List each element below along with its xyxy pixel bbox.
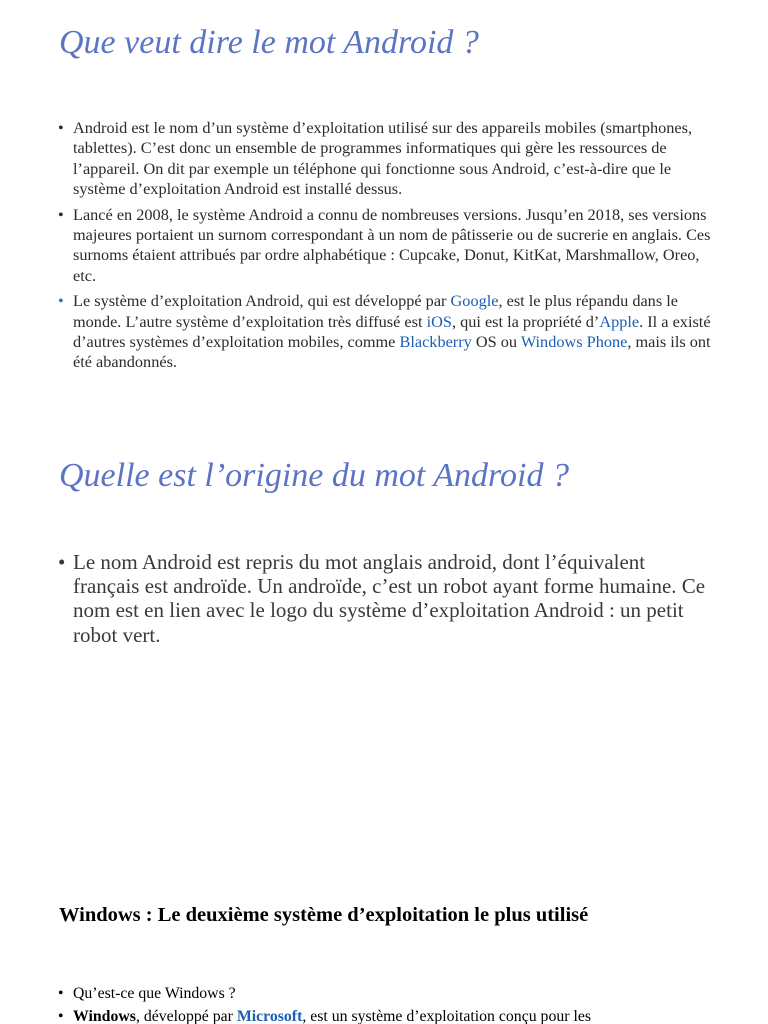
android-bullet-list xyxy=(56,118,716,378)
section-title-origin: Quelle est l’origine du mot Android ? xyxy=(59,457,569,494)
bullet-icon: • xyxy=(58,985,64,1002)
text-fragment: , est un système d’exploitation conçu pour les xyxy=(302,1007,592,1024)
windows-bold-term: Windows xyxy=(73,1007,136,1024)
origin-bullet-list xyxy=(56,550,716,647)
list-item xyxy=(56,118,716,200)
apple-link[interactable]: Apple xyxy=(599,311,640,331)
list-item xyxy=(56,984,716,1004)
text-fragment: OS ou xyxy=(471,332,521,352)
text-fragment: Le système d’exploitation Android, qui est développé par xyxy=(73,291,451,311)
windows-phone-link[interactable]: Windows Phone xyxy=(520,332,628,352)
google-link[interactable]: Google xyxy=(450,291,499,311)
section-heading-windows: Windows : Le deuxième système d’exploitation le plus utilisé xyxy=(59,904,589,926)
bullet-text: Le nom Android est repris du mot anglais android, dont l’équivalent français est androïde. Un androïde, c’est un robot ayant forme humaine. Ce nom est en lien avec le logo du système d’exploitation Android : un petit robot vert. xyxy=(73,550,706,647)
bullet-icon: • xyxy=(58,118,64,137)
list-item xyxy=(56,291,716,373)
bullet-icon: • xyxy=(58,291,64,311)
ios-link[interactable]: iOS xyxy=(426,311,452,331)
windows-bullet-list xyxy=(56,984,716,1024)
bullet-icon: • xyxy=(58,204,64,224)
list-item xyxy=(56,1007,716,1024)
bullet-text: Lancé en 2008, le système Android a connu de nombreuses versions. Jusqu’en 2018, ses versions majeures portaient un surnom correspondant à un nom de pâtisserie ou de sucrerie en anglais. Ces surnoms étaient attribués par ordre alphabétique : Cupcake, Donut, KitKat, Marshmallow, Oreo, etc. xyxy=(73,204,711,285)
bullet-text xyxy=(73,291,711,371)
bullet-icon: • xyxy=(58,550,66,574)
bullet-text: Android est le nom d’un système d’exploitation utilisé sur des appareils mobiles (smartphones, tablettes). C’est donc un ensemble de programmes informatiques qui gère les ressources de l’appareil. On dit par exemple un téléphone qui fonctionne sous Android, c’est-à-dire que le système d’exploitation Android est installé dessus. xyxy=(73,118,693,199)
text-fragment: . Il a existé d’autres systèmes d’exploitation mobiles, comme xyxy=(73,311,711,352)
text-fragment: , est le plus répandu dans le monde. L’autre système d’exploitation très diffusé est xyxy=(73,291,678,331)
list-item xyxy=(56,205,716,287)
bullet-text: Qu’est-ce que Windows ? xyxy=(73,985,236,1002)
bullet-text xyxy=(73,1008,591,1024)
text-fragment: , qui est la propriété d’ xyxy=(451,311,600,331)
blackberry-link[interactable]: Blackberry xyxy=(399,332,472,352)
microsoft-link[interactable]: Microsoft xyxy=(236,1007,303,1024)
bullet-icon: • xyxy=(58,1007,64,1024)
section-title-android: Que veut dire le mot Android ? xyxy=(59,24,479,61)
text-fragment: , mais ils ont été abandonnés. xyxy=(73,332,711,372)
list-item xyxy=(56,550,716,647)
text-fragment: , développé par xyxy=(135,1007,237,1024)
